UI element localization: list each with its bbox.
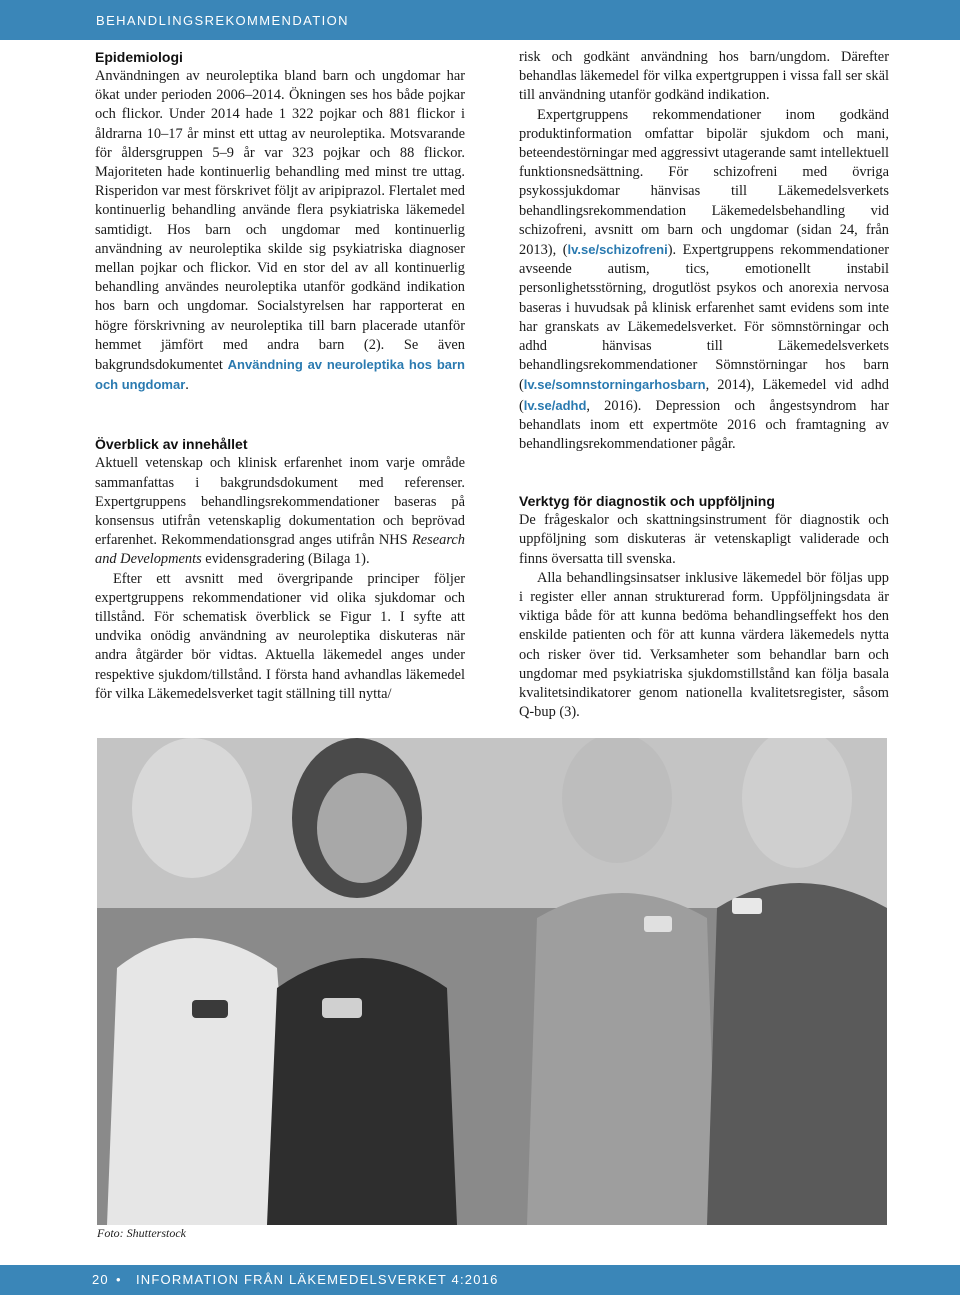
overview-paragraph-1: Aktuell vetenskap och klinisk erfarenhet inom varje område sammanfattas i bakgrundsdokument med referenser. Expertgruppens behandlingsrekommendationer baseras på konsensus utifrån vetenskaplig dokumentation och beprövad erfarenhet. Rekommendationsgrad anges utifrån NHS Research and Developments evidensgradering (Bilaga 1). [95,455,465,568]
adhd-link[interactable]: lv.se/adhd [523,397,587,413]
footer-bar [0,1265,960,1295]
overview-paragraph-2: Efter ett avsnitt med övergripande principer följer expertgruppens rekommendationer vid olika sjukdomar och tillstånd. För schematisk överblick se Figur 1. I syfte att undvika onödig användning av neuroleptika diskuteras när andra åtgärder bör vidtas. Aktuella läkemedel anges under respektive sjukdom/tillstånd. I första hand avhandlas läkemedel för vilka Läkemedelsverket tagit ställning till nytta/ [95,570,465,702]
photo-illustration [97,738,887,1225]
overview-heading: Överblick av innehållet [95,436,248,453]
epidemiology-heading: Epidemiologi [95,49,183,65]
right-paragraph-2: Expertgruppens rekommendationer inom godkänd produktinformation omfattar bipolär sjukdom och mani, beteendestörningar med aggressivt utagerande samt intellektuell funktionsnedsättning. För schizofreni med övriga psykossjukdomar hänvisas till Läkemedelsverkets behandlingsrekommendation Läkemedelsbehandling vid schizofreni, avsnitt om barn och ungdomar (sidan 24, från 2013), (lv.se/schizofreni). Expertgruppens rekommendationer avseende autism, tics, emotionellt instabil personlighetsstörning, drogutlöst psykos och anorexia nervosa baseras i huvudsak på klinisk erfarenhet samt evidens som inte har granskats av Läkemedelsverket. För sömnstörningar och adhd hänvisas till Läkemedelsverkets behandlingsrekommendationer Sömnstörningar hos barn (lv.se/somnstorningarhosbarn, 2014), Läkemedel vid adhd (lv.se/adhd, 2016). Depression och ångestsyndrom har behandlats inom ett expertmöte 2016 och framtagning av behandlingsrekommendationer pågår. [519,106,889,453]
schizofreni-link[interactable]: lv.se/schizofreni [567,242,668,258]
photo-caption: Foto: Shutterstock [97,1226,186,1240]
teenagers-with-phones-photo [97,738,887,1225]
tools-paragraph-1: De frågeskalor och skattningsinstrument för diagnostik och uppföljning som diskuteras är vetenskapligt validerade och finns översatta till svenska. [519,512,889,567]
footer-separator: • [116,1272,122,1287]
tools-paragraph-2: Alla behandlingsinsatser inklusive läkemedel bör följas upp i register eller annan strukturerad form. Uppföljningsdata är viktiga både för att kunna bedöma behandlingseffekt hos den enskilde patienten och för att kunna värdera läkemedels nytta och risker över tid. Verksamheter som behandlar barn och ungdomar med psykiatriska sjukdomstillstånd kan följa basala kvalitetsindikatorer genom nationella kvalitetsregister, såsom Q-bup (3). [519,569,889,721]
right-column [519,48,889,723]
epidemiology-paragraph: Användningen av neuroleptika bland barn och ungdomar har ökat under perioden 2006–2014. Ökningen ses hos både pojkar och flickor. Under 2014 hade 1 322 pojkar och 881 flickor i åldrarna 10–17 år minst ett uttag av neuroleptika. Motsvarande för åldersgruppen 5–9 år var 323 pojkar och 88 flickor. Majoriteten hade kontinuerlig behandling med minst tre uttag. Risperidon var mest förskrivet följt av aripiprazol. Flertalet med kontinuerlig behandling använde flera psykiatriska läkemedel samtidigt. Hos barn och ungdomar med kontinuerlig användning av neuroleptika skilde sig psykiatriska diagnoser mellan pojkar och flickor. Vid en stor del av all kontinuerlig behandling användes neuroleptika utanför godkänd indikation hos barn och ungdomar. Socialstyrelsen har rapporterat en högre förskrivning av neuroleptika till barn placerade utanför hemmet jämfört med andra barn (2). Se även bakgrundsdokumentet Användning av neuroleptika hos barn och ungdomar. [95,68,465,394]
tools-heading: Verktyg för diagnostik och uppföljning [519,493,775,510]
section-header-bar [0,0,960,40]
background-document-link[interactable]: Användning av neuroleptika hos barn och ungdomar [95,357,465,393]
page-number: 20 [92,1272,109,1287]
publication-title: INFORMATION FRÅN LÄKEMEDELSVERKET 4:2016 [136,1272,499,1287]
section-title: BEHANDLINGSREKOMMENDATION [96,13,349,28]
right-paragraph-1: risk och godkänt användning hos barn/ungdom. Därefter behandlas läkemedel för vilka expertgruppen i vissa fall ser skäl till användning utanför godkänd indikation. [519,49,889,104]
somnstorningar-link[interactable]: lv.se/somnstorningarhosbarn [523,377,706,393]
left-column [95,48,465,704]
